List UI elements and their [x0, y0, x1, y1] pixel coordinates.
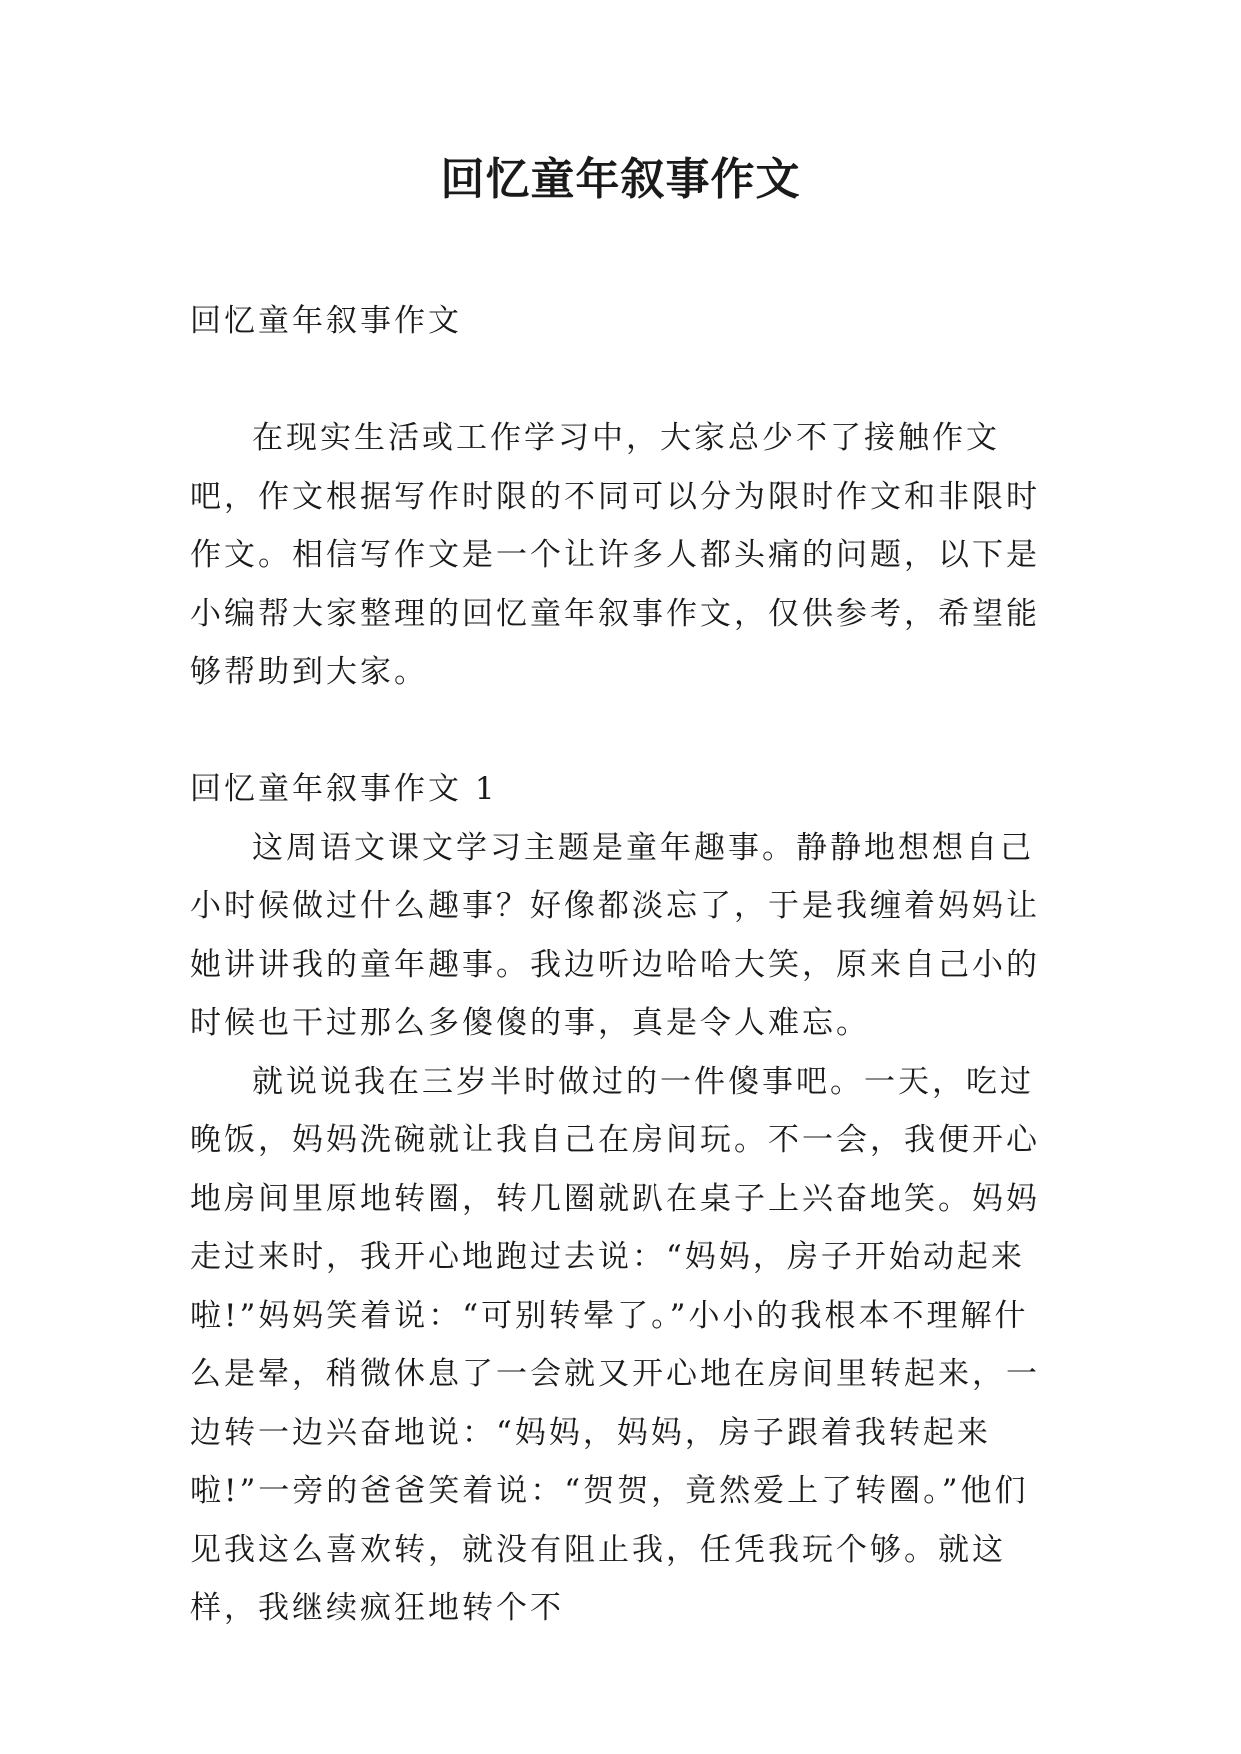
body-paragraph-2: 就说说我在三岁半时做过的一件傻事吧。一天，吃过晚饭，妈妈洗碗就让我自己在房间玩。不一会，我便开心地房间里原地转圈，转几圈就趴在桌子上兴奋地笑。妈妈走过来时，我开心地跑过去说：“妈妈，房子开始动起来啦!”妈妈笑着说：“可别转晕了。”小小的我根本不理解什么是晕，稍微休息了一会就又开心地在房间里转起来，一边转一边兴奋地说：“妈妈，妈妈，房子跟着我转起来啦!”一旁的爸爸笑着说：“贺贺，竟然爱上了转圈。”他们见我这么喜欢转，就没有阻止我，任凭我玩个够。就这样，我继续疯狂地转个不 — [190, 1063, 1040, 1626]
body-paragraph-1: 这周语文课文学习主题是童年趣事。静静地想想自己小时候做过什么趣事？好像都淡忘了，于是我缠着妈妈让她讲讲我的童年趣事。我边听边哈哈大笑，原来自己小的时候也干过那么多傻傻的事，真是令人难忘。 — [190, 829, 1040, 1041]
section-heading: 回忆童年叙事作文 1 — [190, 771, 498, 807]
document-body — [190, 292, 1058, 1638]
intro-paragraph: 在现实生活或工作学习中，大家总少不了接触作文吧，作文根据写作时限的不同可以分为限时作文和非限时作文。相信写作文是一个让许多人都头痛的问题，以下是小编帮大家整理的回忆童年叙事作文，仅供参考，希望能够帮助到大家。 — [190, 420, 1040, 690]
document-subtitle: 回忆童年叙事作文 — [190, 303, 462, 339]
document-title: 回忆童年叙事作文 — [440, 154, 801, 205]
